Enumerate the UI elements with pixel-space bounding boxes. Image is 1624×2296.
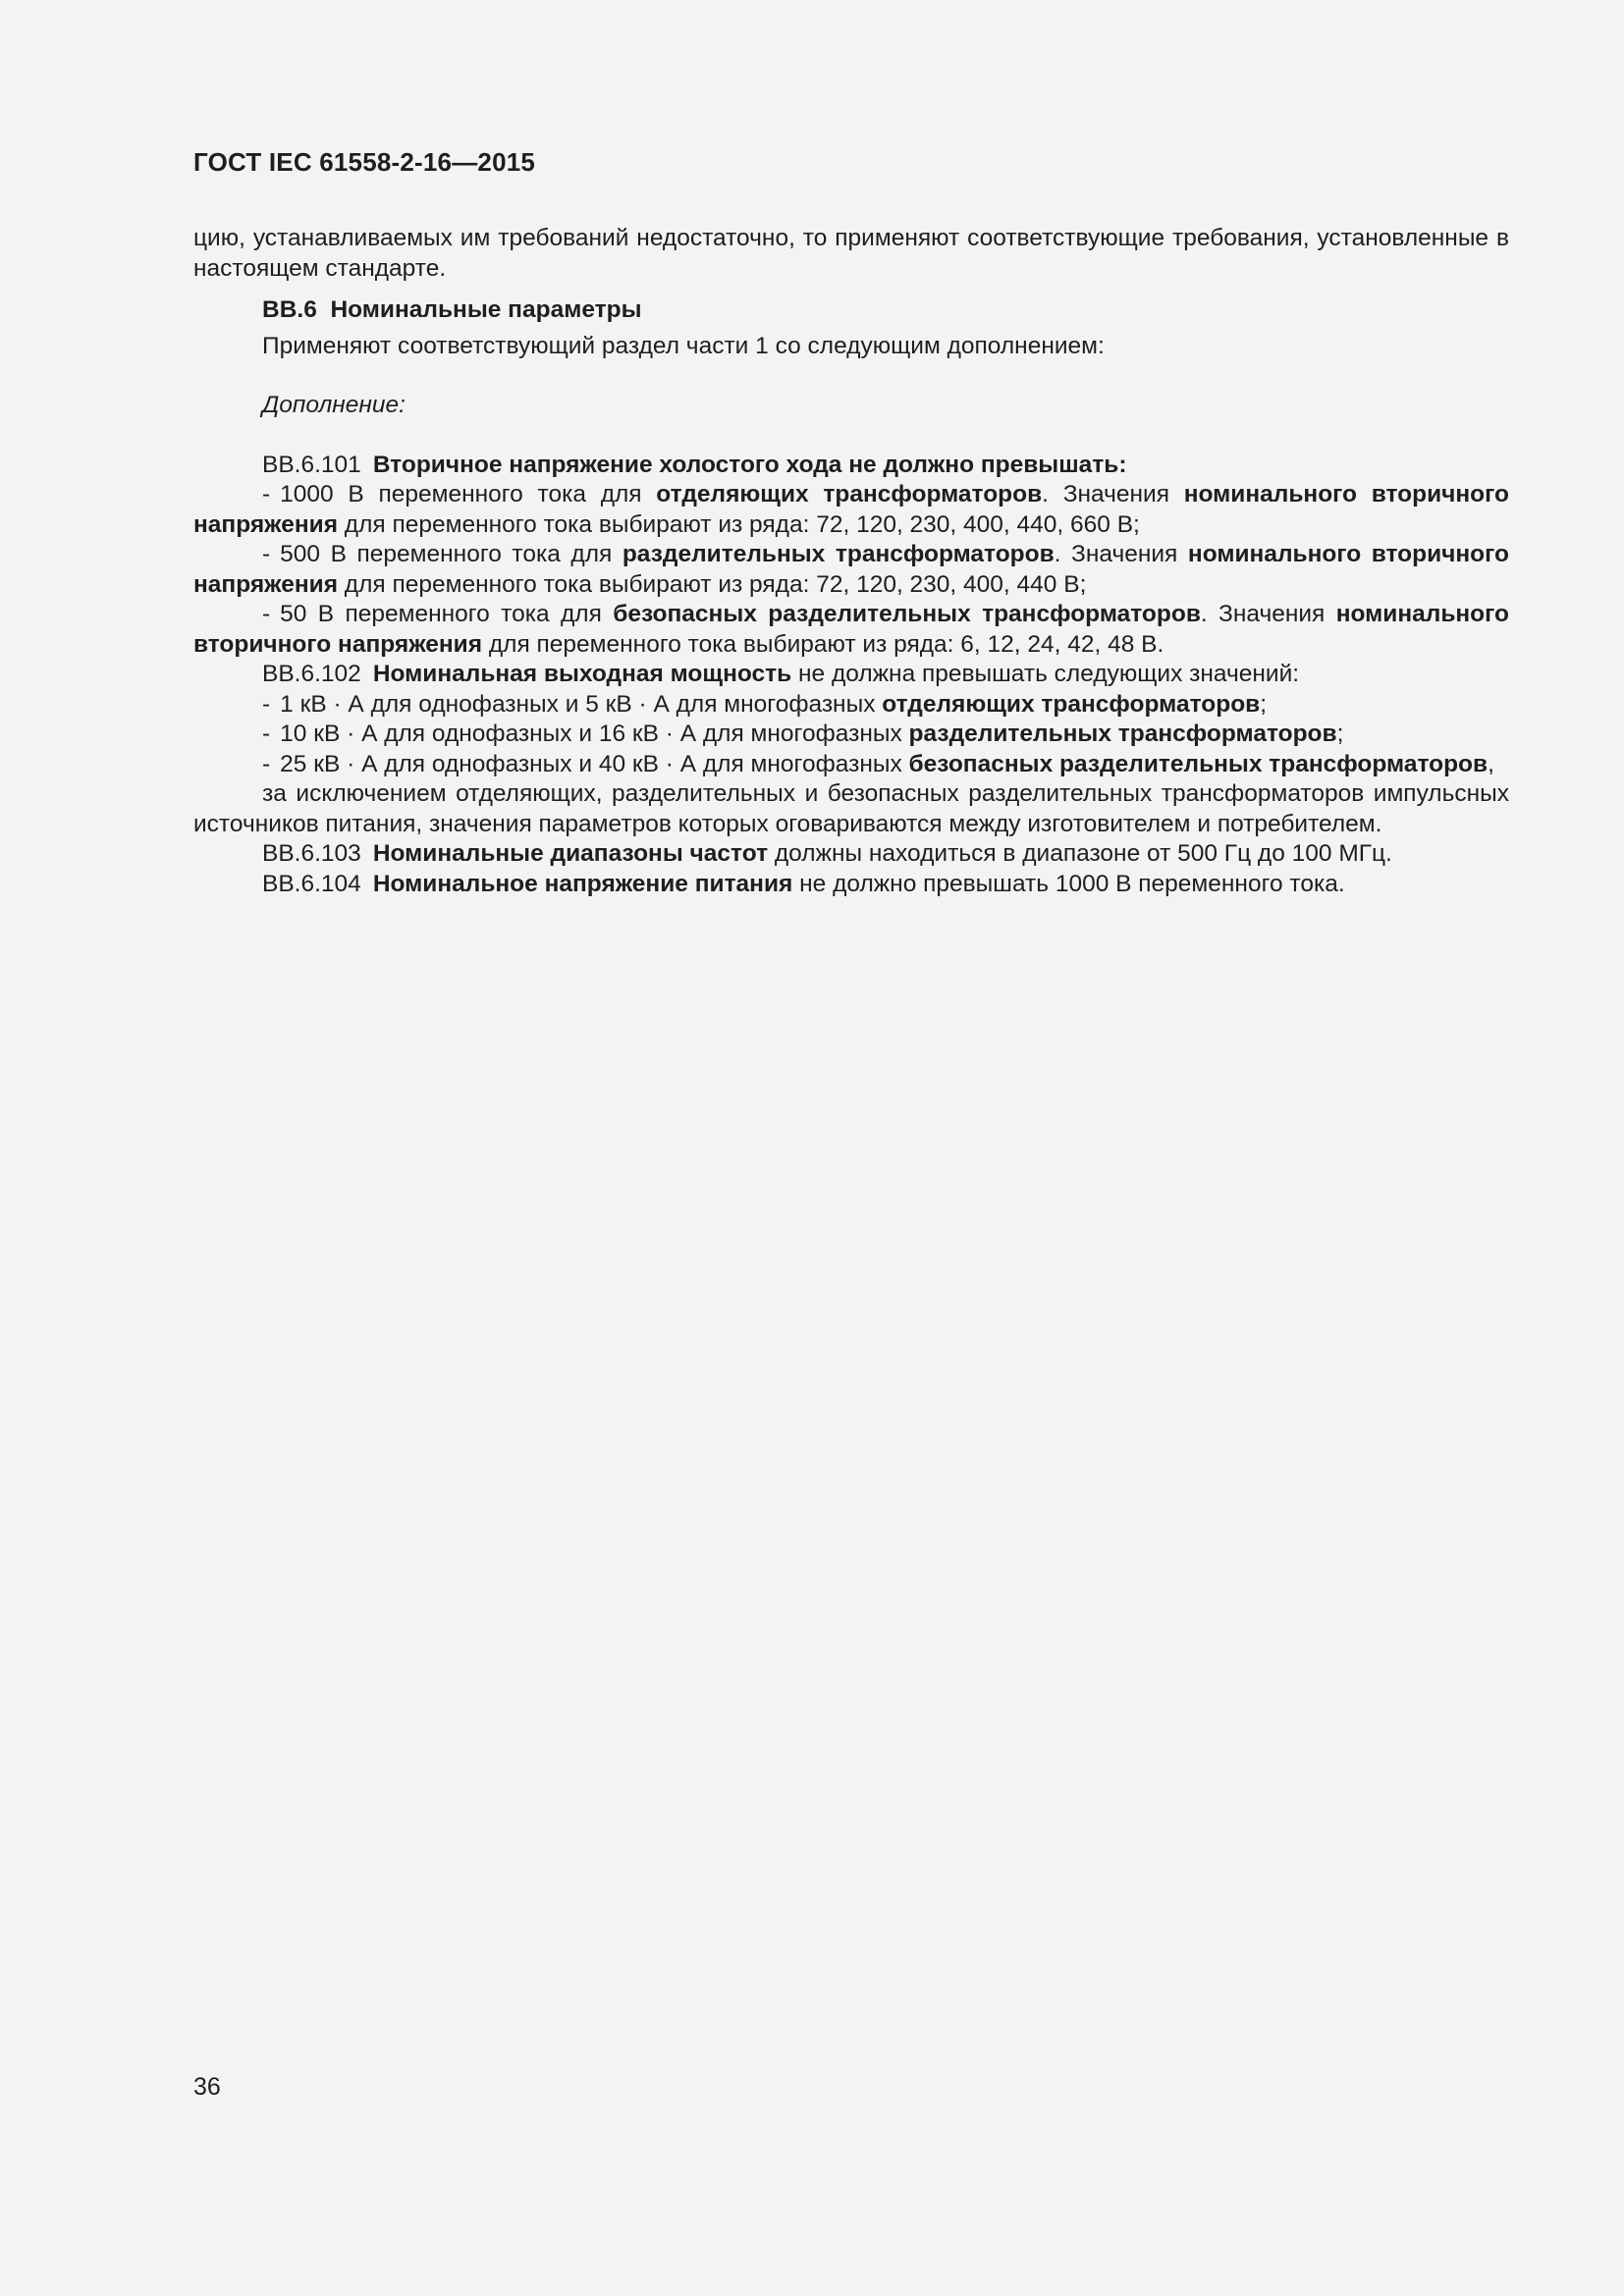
- item-text: ,: [1488, 750, 1494, 777]
- item-text: . Значения: [1054, 541, 1188, 567]
- item-text: ;: [1336, 721, 1344, 747]
- addition-label: Дополнение:: [262, 392, 406, 418]
- item-text: для переменного тока выбирают из ряда: 72, 120, 230, 400, 440, 660 В;: [338, 510, 1140, 538]
- document-header: ГОСТ IEC 61558-2-16—2015: [193, 147, 536, 177]
- item-text: для переменного тока выбирают из ряда: 72, 120, 230, 400, 440 В;: [338, 570, 1087, 598]
- item-term: безопасных разделительных трансформаторов: [613, 601, 1201, 627]
- clause-title: Номинальное напряжение питания: [372, 870, 793, 897]
- list-dash: -: [262, 481, 271, 507]
- clause-title: Номинальная выходная мощность: [372, 661, 792, 687]
- list-item: [193, 690, 1509, 721]
- page-number: 36: [193, 2073, 221, 2101]
- clause-number: BB.6.104: [262, 870, 361, 897]
- clause-title: Номинальные диапазоны частот: [372, 840, 769, 867]
- list-item: [193, 600, 1509, 660]
- item-term: номинального вторичного напряжения: [193, 541, 1509, 598]
- list-dash: -: [262, 601, 271, 627]
- list-item: [193, 480, 1509, 540]
- document-body: [193, 224, 1509, 899]
- section-title: Номинальные параметры: [330, 296, 642, 323]
- section-heading: [193, 295, 1509, 326]
- clause-title: Вторичное напряжение холостого хода не должно превышать:: [372, 451, 1127, 478]
- item-text: 1000 В переменного тока для: [280, 481, 657, 507]
- list-dash: -: [262, 690, 271, 718]
- item-term: разделительных трансформаторов: [908, 721, 1337, 747]
- item-term: номинального вторичного напряжения: [193, 601, 1509, 658]
- item-term: разделительных трансформаторов: [622, 541, 1055, 567]
- item-term: номинального вторичного напряжения: [193, 481, 1509, 538]
- item-text: 500 В переменного тока для: [280, 541, 623, 567]
- item-text: ;: [1260, 690, 1268, 718]
- exception-paragraph: за исключением отделяющих, разделительных и безопасных разделительных трансформаторов импульсных источников питания, значения параметров которых оговариваются между изготовителем и потребителем.: [193, 780, 1509, 837]
- clause-102-heading: [193, 660, 1509, 690]
- item-term: отделяющих трансформаторов: [882, 690, 1261, 718]
- item-term: отделяющих трансформаторов: [656, 481, 1043, 507]
- list-item: [193, 540, 1509, 600]
- clause-number: BB.6.101: [262, 451, 361, 478]
- item-text: . Значения: [1200, 601, 1336, 627]
- item-term: безопасных разделительных трансформаторов: [908, 750, 1489, 777]
- list-item: [193, 720, 1509, 750]
- clause-104: [193, 870, 1509, 900]
- item-text: . Значения: [1042, 481, 1184, 507]
- clause-text: не должна превышать следующих значений:: [791, 661, 1300, 687]
- item-text: для переменного тока выбирают из ряда: 6, 12, 24, 42, 48 В.: [482, 630, 1164, 658]
- item-text: 10 кВ · А для однофазных и 16 кВ · А для многофазных: [280, 721, 909, 747]
- section-number: BB.6: [262, 296, 317, 323]
- clause-number: BB.6.103: [262, 840, 361, 867]
- list-dash: -: [262, 721, 271, 747]
- continuation-paragraph: цию, устанавливаемых им требований недостаточно, то применяют соответствующие требования, установленные в настоящем стандарте.: [193, 225, 1509, 282]
- item-text: 25 кВ · А для однофазных и 40 кВ · А для многофазных: [280, 750, 909, 777]
- list-dash: -: [262, 541, 271, 567]
- clause-101-heading: [193, 451, 1509, 481]
- apply-paragraph: Применяют соответствующий раздел части 1 со следующим дополнением:: [262, 332, 1105, 359]
- item-text: 1 кВ · А для однофазных и 5 кВ · А для многофазных: [280, 690, 883, 718]
- list-dash: -: [262, 750, 271, 777]
- clause-number: BB.6.102: [262, 661, 361, 687]
- clause-text: должны находиться в диапазоне от 500 Гц до 100 МГц.: [768, 840, 1392, 867]
- item-text: 50 В переменного тока для: [280, 601, 614, 627]
- list-item: [193, 750, 1509, 780]
- clause-103: [193, 839, 1509, 870]
- clause-text: не должно превышать 1000 В переменного тока.: [792, 870, 1345, 897]
